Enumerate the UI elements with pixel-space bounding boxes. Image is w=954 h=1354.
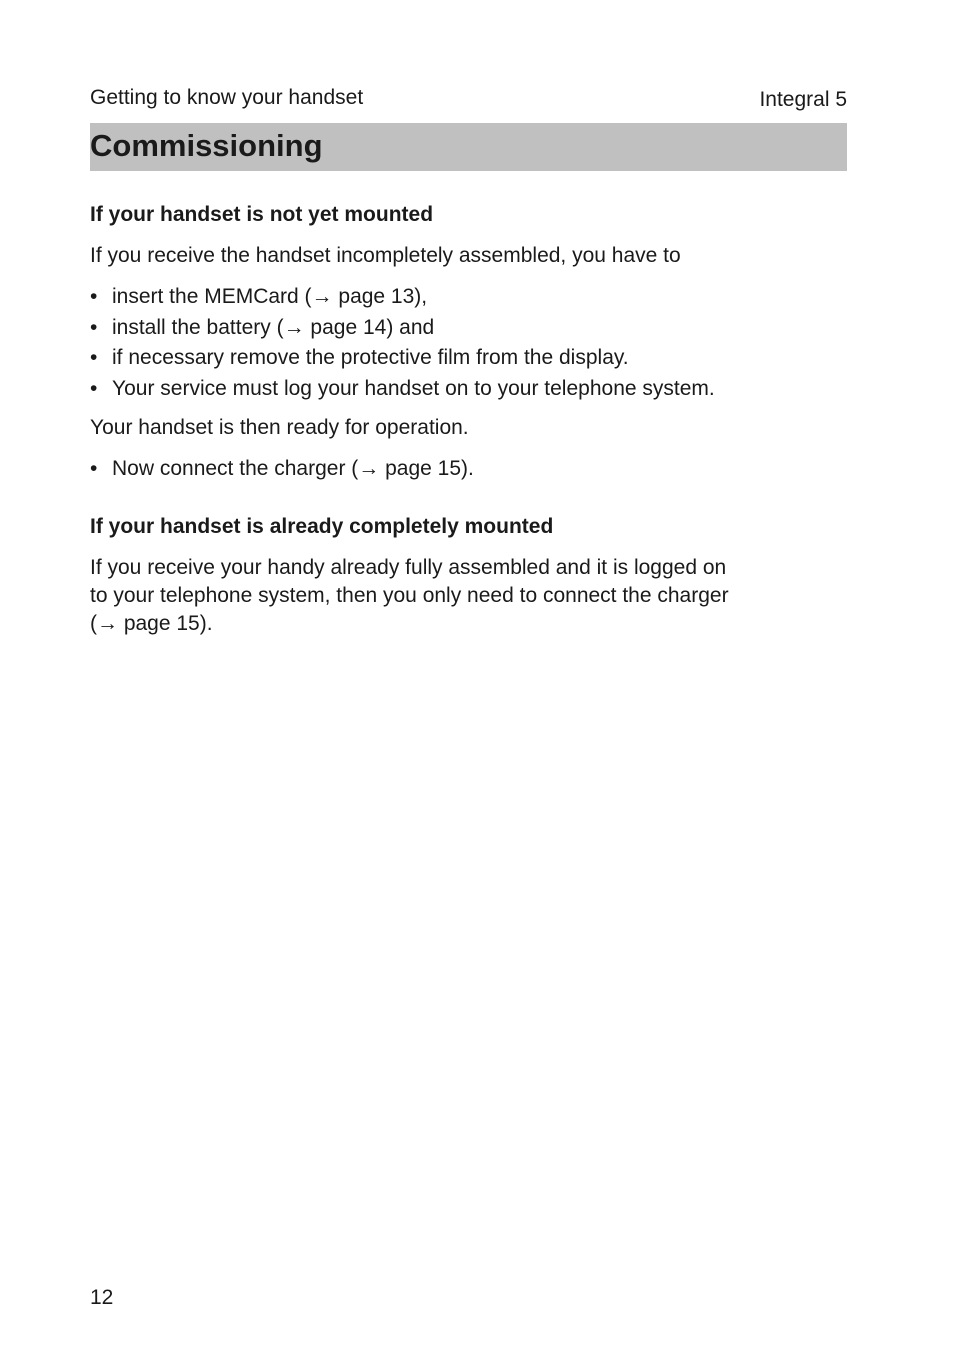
spacer <box>90 404 790 414</box>
running-header-product: Integral 5 <box>759 88 847 111</box>
list-item-text: insert the MEMCard (→ page 13), <box>112 285 428 308</box>
bullet-icon: • <box>90 346 98 369</box>
list-item-text: install the battery (→ page 14) and <box>112 315 435 339</box>
spacer <box>90 485 790 513</box>
steps-list <box>90 282 790 404</box>
page-number: 12 <box>90 1286 114 1309</box>
list-item <box>90 282 790 313</box>
list-item-text: Your service must log your handset on to your telephone system. <box>112 376 715 400</box>
title-bar <box>90 123 847 171</box>
charger-list <box>90 454 790 485</box>
bullet-icon: • <box>90 457 98 480</box>
list-item <box>90 313 790 344</box>
running-header-section: Getting to know your handset <box>90 86 364 109</box>
spacer <box>90 229 790 242</box>
list-item <box>90 343 790 374</box>
intro-paragraph: If you receive the handset incompletely assembled, you have to <box>90 244 681 267</box>
list-item <box>90 374 790 405</box>
paragraph-line: If you receive your handy already fully assembled and it is logged on <box>90 555 727 579</box>
section-heading-not-mounted: If your handset is not yet mounted <box>90 203 434 226</box>
main-content <box>90 201 790 638</box>
spacer <box>90 442 790 454</box>
spacer <box>90 541 790 554</box>
spacer <box>90 270 790 282</box>
list-item <box>90 454 790 485</box>
list-item-text: Now connect the charger (→ page 15). <box>112 457 474 480</box>
ready-paragraph: Your handset is then ready for operation. <box>90 416 469 439</box>
paragraph-line: to your telephone system, then you only need to connect the charger <box>90 583 729 607</box>
paragraph-line: (→ page 15). <box>90 611 213 635</box>
list-item-text: if necessary remove the protective film from the display. <box>112 346 629 369</box>
page-title: Commissioning <box>90 128 323 163</box>
bullet-icon: • <box>90 376 98 400</box>
mounted-paragraph <box>90 554 790 638</box>
bullet-icon: • <box>90 315 98 339</box>
bullet-icon: • <box>90 285 98 308</box>
section-heading-mounted: If your handset is already completely mounted <box>90 514 554 538</box>
